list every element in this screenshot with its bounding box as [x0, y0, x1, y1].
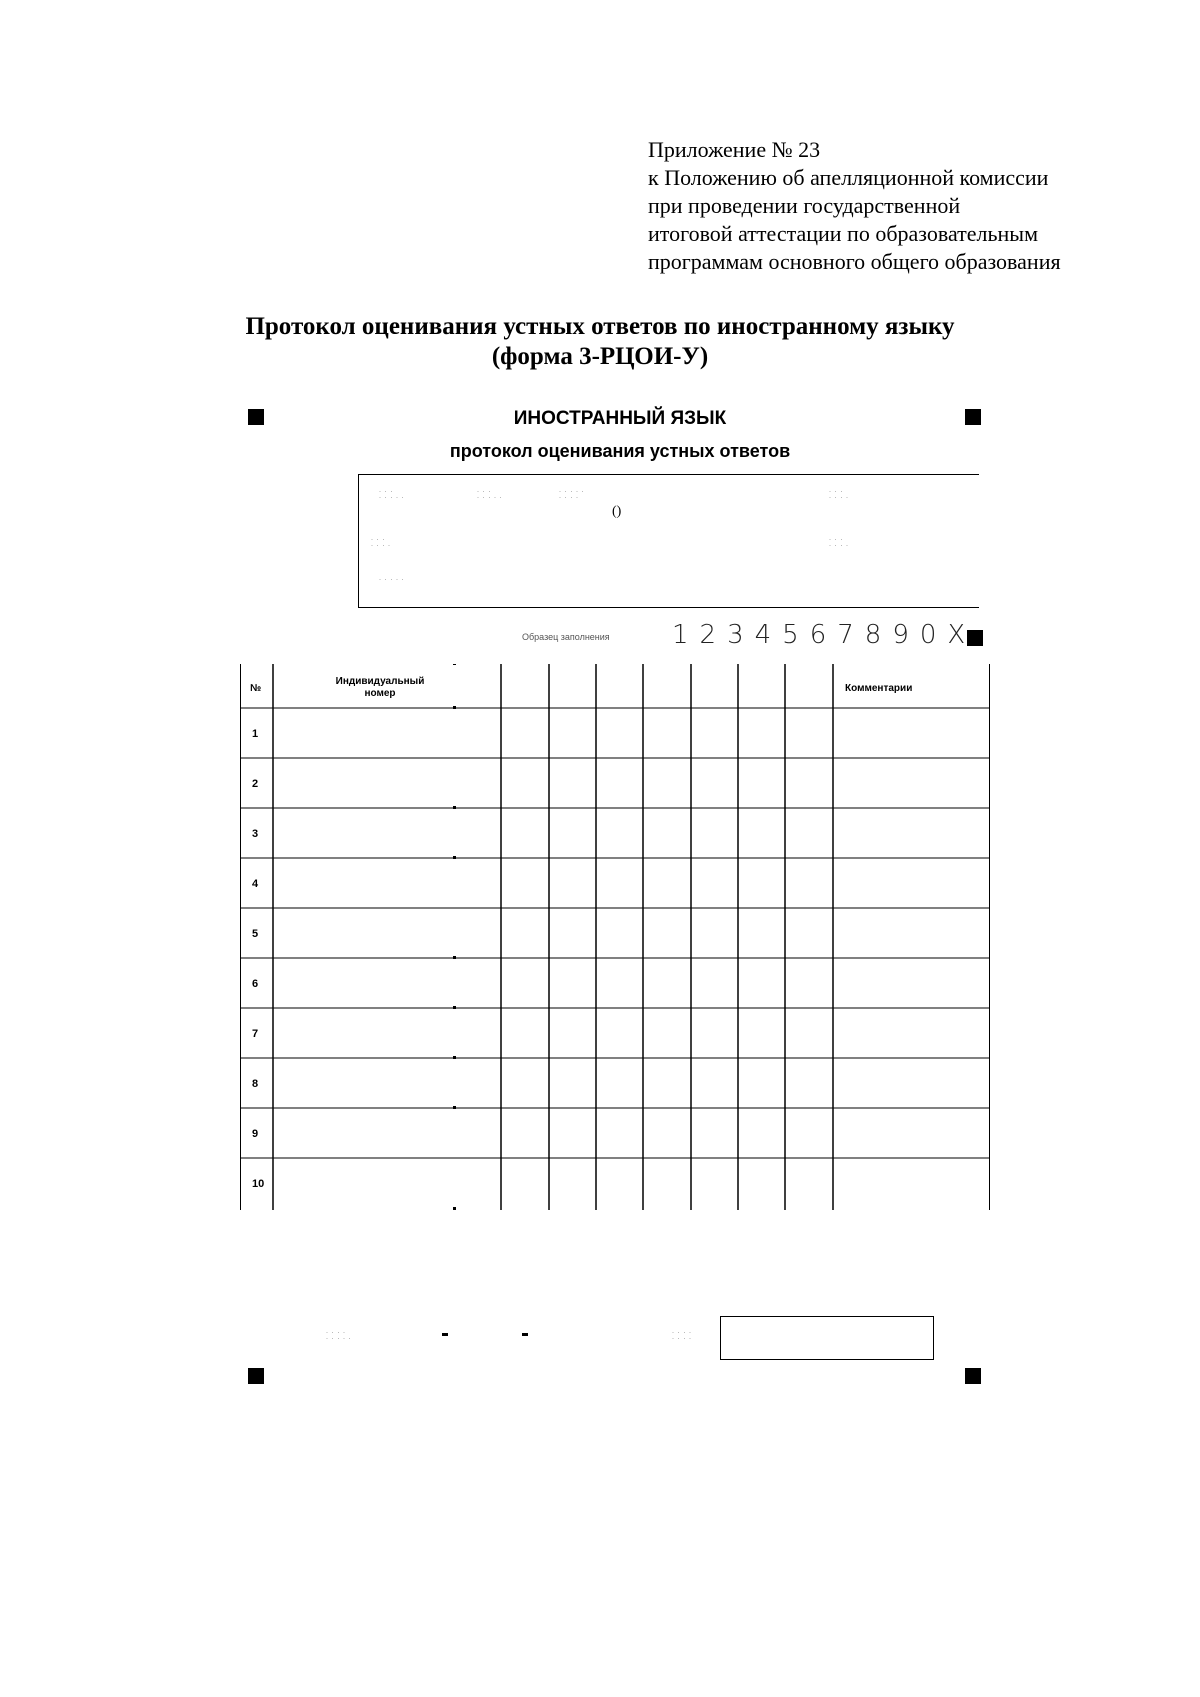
appendix-line: итоговой аттестации по образовательным: [648, 221, 1039, 246]
header-id-line1: Индивидуальный: [335, 676, 425, 687]
appendix-line: к Положению об апелляционной комиссии: [648, 165, 1049, 190]
appendix-line: Приложение № 23: [648, 137, 821, 162]
row-number: 2: [252, 778, 259, 790]
date-dash: [442, 1333, 448, 1336]
document-title: [0, 312, 1200, 372]
form-subject: ИНОСТРАННЫЙ ЯЗЫК: [513, 408, 727, 429]
header-number: №: [250, 683, 262, 694]
row-number: 4: [252, 878, 259, 890]
appendix-line: при проведении государственной: [648, 193, 961, 218]
faint-field-label: · · · · · · ·: [829, 489, 849, 501]
form-subtitle: протокол оценивания устных ответов: [449, 441, 791, 461]
info-paren: (): [612, 504, 622, 519]
faint-footer-label: · · · · · · · ·: [672, 1330, 692, 1342]
faint-footer-label: · · · · · · · · ·: [326, 1330, 352, 1342]
faint-field-label: · · · · · · · · ·: [559, 489, 585, 501]
corner-marker-bottom-left: [248, 1368, 264, 1384]
row-number: 10: [252, 1178, 265, 1190]
faint-field-label: · · · · · · ·: [371, 537, 391, 549]
row-number: 7: [252, 1028, 259, 1040]
faint-field-label: · · · · · · · ·: [379, 489, 405, 501]
header-individual-number: [300, 676, 460, 700]
header-id-line2: номер: [364, 688, 396, 699]
corner-marker-bottom-right: [965, 1368, 981, 1384]
sample-label: Образец заполнения: [522, 632, 610, 642]
scores-table: [240, 664, 990, 1210]
sample-digits: 1234567890X: [672, 620, 977, 650]
row-number: 9: [252, 1128, 259, 1140]
row-number: 6: [252, 978, 259, 990]
document-title-line1: Протокол оценивания устных ответов по иностранному языку: [245, 313, 955, 340]
appendix-line: программам основного общего образования: [648, 249, 1061, 274]
document-title-line2: (форма 3-РЦОИ-У): [491, 343, 709, 370]
row-number: 3: [252, 828, 259, 840]
row-number: 8: [252, 1078, 259, 1090]
faint-field-label: · · · · · · ·: [829, 537, 849, 549]
faint-field-label: · · · · · · · ·: [477, 489, 503, 501]
row-number: 1: [252, 728, 259, 740]
date-dash: [522, 1333, 528, 1336]
table-grid-lines: [241, 664, 989, 1210]
row-number: 5: [252, 928, 259, 940]
appendix-note: [648, 136, 1061, 276]
info-box: [358, 474, 979, 608]
signature-box: [720, 1316, 934, 1360]
faint-field-label: · · · · ·: [379, 577, 405, 583]
header-comments: Комментарии: [845, 683, 913, 694]
